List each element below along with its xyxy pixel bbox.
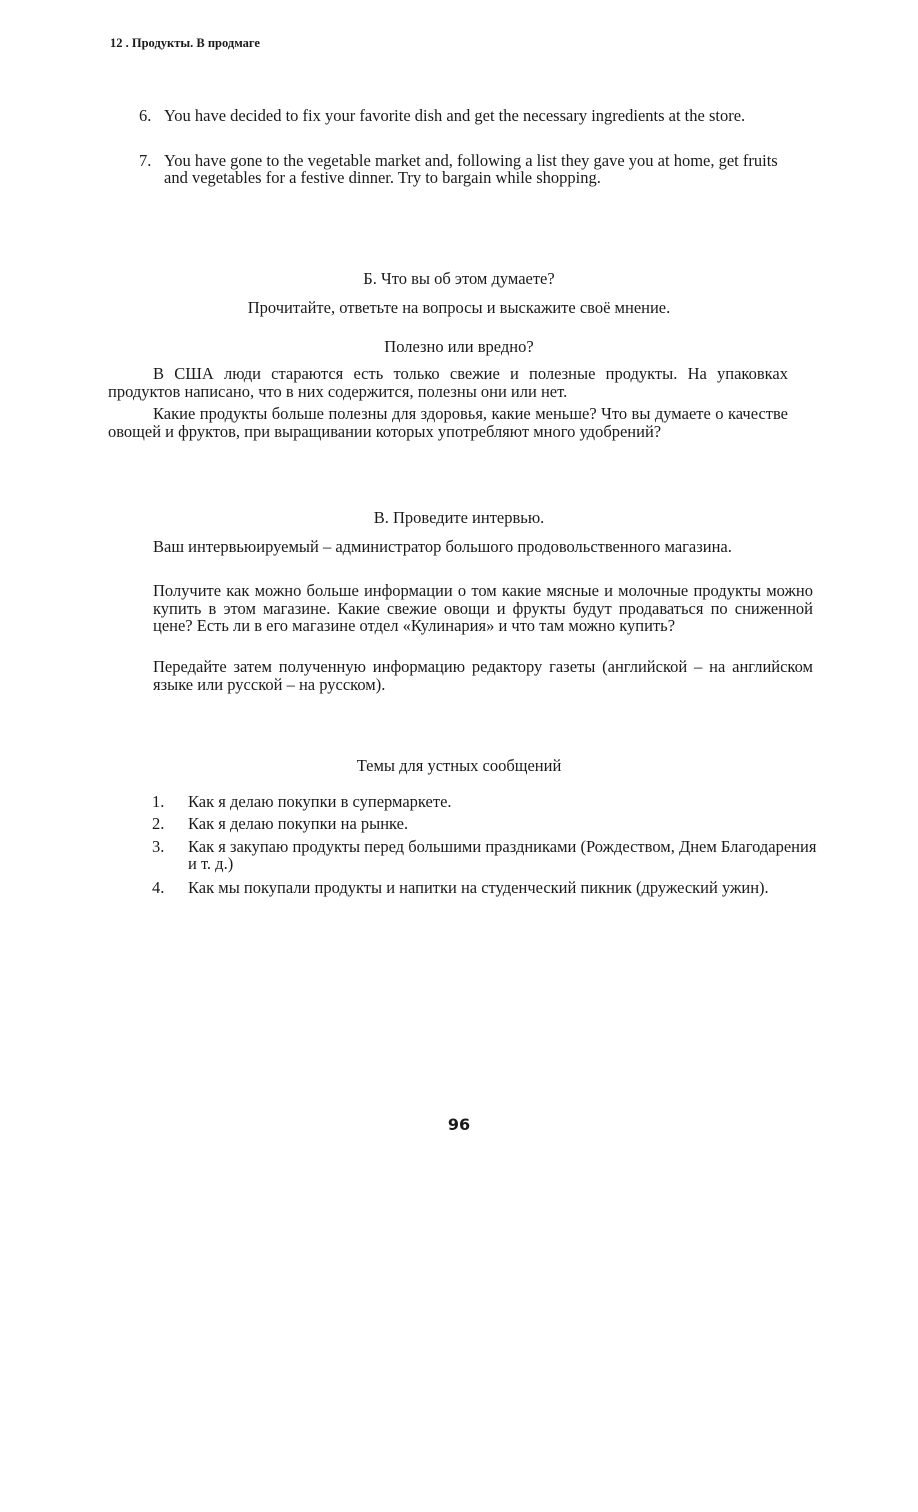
topics-heading: Темы для устных сообщений [356, 756, 562, 775]
section-b-heading: Б. Что вы об этом думаете? [363, 269, 555, 288]
section-b-subheading: Полезно или вредно? [384, 337, 534, 356]
section-c-paragraph: Передайте затем полученную информацию редактору газеты (английской – на английском языке или русской – на русском). [153, 657, 813, 694]
task-text: You have gone to the vegetable market and, following a list they gave you at home, get fruits and vegetables for a festive dinner. Try to bargain while shopping. [164, 151, 778, 187]
page-number: 96 [447, 1115, 471, 1134]
english-task-item [139, 152, 799, 186]
section-c-paragraph: Получите как можно больше информации о том какие мясные и молочные продукты можно купить в этом магазине. Какие свежие овощи и фрукты будут продаваться по сниженной цене? Есть ли в его магазине отдел «Кулинария» и что там можно купить? [153, 581, 813, 635]
topic-item [152, 815, 817, 832]
english-task-item [139, 107, 799, 124]
section-b-paragraph: Какие продукты больше полезны для здоровья, какие меньше? Что вы думаете о качестве овощей и фруктов, при выращивании которых употребляют много удобрений? [108, 404, 788, 441]
topic-text: Как я делаю покупки в супермаркете. [188, 792, 452, 811]
topic-item [152, 838, 817, 872]
topic-item [152, 793, 817, 810]
topic-item [152, 879, 817, 896]
section-b-paragraph: В США люди стараются есть только свежие и полезные продукты. На упаковках продуктов написано, что в них содержится, полезны они или нет. [108, 364, 788, 401]
task-number: 6. [139, 106, 152, 125]
topic-text: Как я закупаю продукты перед большими праздниками (Рождеством, Днем Благодарения и т. д.) [188, 837, 817, 873]
section-c-paragraph: Ваш интервьюируемый – администратор большого продовольственного магазина. [153, 537, 732, 556]
topic-number: 4. [152, 878, 165, 897]
running-header: 12 . Продукты. В продмаге [110, 36, 260, 50]
section-b-instruction: Прочитайте, ответьте на вопросы и выскажите своё мнение. [247, 298, 671, 317]
task-text: You have decided to fix your favorite dish and get the necessary ingredients at the store. [164, 106, 746, 125]
topic-number: 2. [152, 814, 165, 833]
topic-number: 1. [152, 792, 165, 811]
task-number: 7. [139, 151, 152, 170]
topic-number: 3. [152, 837, 165, 856]
section-c-heading: В. Проведите интервью. [373, 508, 545, 527]
topic-text: Как я делаю покупки на рынке. [188, 814, 409, 833]
topic-text: Как мы покупали продукты и напитки на студенческий пикник (дружеский ужин). [188, 878, 769, 897]
